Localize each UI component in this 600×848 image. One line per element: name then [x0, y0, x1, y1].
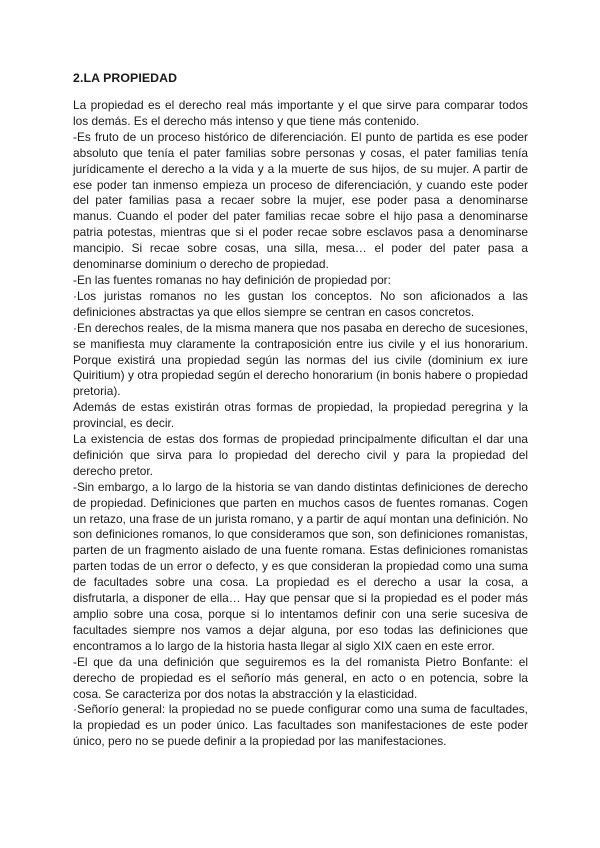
paragraph-bonfante-definition: -El que da una definición que seguiremos es la del romanista Pietro Bonfante: el derecho de propiedad es el señorío más general, en acto o en potencia, sobre la cosa. Se caracteriza por dos notas la abstracción y la elasticidad.: [73, 654, 528, 701]
paragraph-ius-civile-honorarium: ·En derechos reales, de la misma manera que nos pasaba en derecho de sucesiones, se manifiesta muy claramente la contraposición entre ius civile y el ius honorarium. Porque existirá una propiedad según las normas del ius civile (dominium ex iure Quiritium) y otra propiedad según el derecho honorarium (in bonis habere o propiedad pretoria).: [73, 320, 528, 399]
paragraph-intro: La propiedad es el derecho real más importante y el que sirve para comparar todos los demás. Es el derecho más intenso y que tiene más contenido.: [73, 98, 528, 128]
section-title: 2.LA PROPIEDAD: [73, 71, 178, 85]
document-page: [73, 70, 528, 750]
paragraph-romanist-definitions: -Sin embargo, a lo largo de la historia se van dando distintas definiciones de derecho de propiedad. Definiciones que parten en muchos casos de fuentes romanas. Cogen un retazo, una frase de un jurista romano, y a partir de aquí montan una definición. No son definiciones romanos, lo que consideramos que son, son definiciones romanistas, parten de un fragmento aislado de una fuente romana. Estas definiciones romanistas parten todas de un error o defecto, y es que consideran la propiedad como una suma de facultades sobre una cosa. La propiedad es el derecho a usar la cosa, a disfrutarla, a disponer de ella… Hay que pensar que si la propiedad es el poder más amplio sobre una cosa, porque si lo intentamos definir con una serie sucesiva de facultades siempre nos vamos a dejar alguna, por eso todas las definiciones que encontramos a lo largo de la historia hasta llegar al siglo XIX caen en este error.: [73, 479, 528, 653]
paragraph-other-forms: Además de estas existirán otras formas de propiedad, la propiedad peregrina y la provincial, es decir.: [73, 400, 528, 431]
paragraph-two-forms: La existencia de estas dos formas de propiedad principalmente dificultan el dar una definición que sirva para lo propiedad del derecho civil y para la propiedad del derecho pretor.: [73, 432, 528, 478]
paragraph-jurists-concepts: ·Los juristas romanos no les gustan los conceptos. No son aficionados a las definiciones abstractas ya que ellos siempre se centran en casos concretos.: [73, 288, 528, 319]
paragraph-no-definition: -En las fuentes romanas no hay definición de propiedad por:: [73, 272, 391, 287]
paragraph-historical-process: -Es fruto de un proceso histórico de diferenciación. El punto de partida es ese poder absoluto que tenía el pater familias sobre personas y cosas, el pater familias tenía jurídicamente el derecho a la vida y a la muerte de sus hijos, de su mujer. A partir de ese poder tan inmenso empieza un proceso de diferenciación, y cuando este poder del pater familias pasa a recaer sobre la mujer, ese poder pasa a denominarse manus. Cuando el poder del pater familias recae sobre el hijo pasa a denominarse patria potestas, mientras que si el poder recae sobre esclavos pasa a denominarse mancipio. Si recae sobre cosas, una silla, mesa… el poder del pater pasa a denominarse dominium o derecho de propiedad.: [73, 129, 528, 272]
paragraph-senorio-general: ·Señorío general: la propiedad no se puede configurar como una suma de facultades, la propiedad es un poder único. Las facultades son manifestaciones de este poder único, pero no se puede definir a la propiedad por las manifestaciones.: [73, 702, 528, 749]
